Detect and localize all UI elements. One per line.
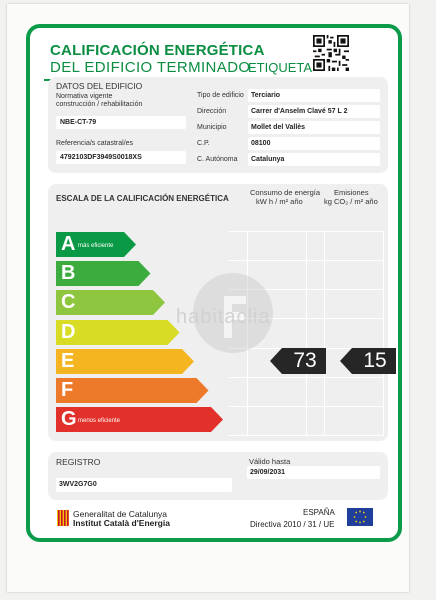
rating-letter: E [61, 349, 75, 372]
org-line-2: Institut Català d'Energia [73, 518, 170, 528]
field-value-tipo: Terciario [251, 92, 281, 99]
catalonia-flag-icon [57, 510, 69, 526]
registro-value: 3WV2G7G0 [59, 481, 97, 488]
valido-label: Válido hasta [249, 457, 291, 466]
field-label-direccion: Dirección [197, 108, 227, 115]
rating-bar-f [56, 378, 209, 403]
emisiones-header-2: kg CO₂ / m² año [324, 197, 378, 206]
field-label-tipo: Tipo de edificio [197, 92, 244, 99]
referencia-value: 4792103DF3949S0018XS [60, 154, 142, 161]
rating-bar-g [56, 407, 223, 432]
registro-label: REGISTRO [56, 457, 101, 467]
energy-label [26, 24, 402, 542]
rating-letter: B [61, 262, 76, 285]
directive-label: Directiva 2010 / 31 / UE [250, 520, 335, 529]
rating-bar-a [56, 232, 136, 257]
field-value-municipio: Mollet del Vallès [251, 124, 306, 131]
field-box-municipio [248, 121, 380, 134]
watermark [176, 268, 278, 363]
emisiones-value: 15 [363, 348, 387, 372]
referencia-label: Referencia/s catastral/es [56, 140, 134, 147]
rating-sub-label: menos eficiente [78, 418, 121, 425]
rating-bar-b [56, 261, 151, 286]
normativa-label-1: Normativa vigente [56, 93, 113, 100]
document-sheet [7, 4, 409, 592]
qr-code-icon [313, 35, 349, 71]
etiqueta-label: ETIQUETA [248, 60, 313, 75]
emisiones-indicator [340, 348, 396, 374]
rating-letter: D [61, 320, 76, 343]
emisiones-header-1: Emisiones [334, 188, 369, 197]
field-value-cp: 08100 [251, 140, 271, 147]
registry-panel [48, 452, 388, 500]
normativa-label-2: construcción / rehabilitación [56, 101, 143, 108]
rating-letter: G [61, 408, 77, 431]
valido-value-box [247, 466, 380, 479]
field-box-tipo [248, 89, 380, 102]
org-line-1: Generalitat de Catalunya [73, 509, 168, 519]
rating-sub-label: más eficiente [78, 243, 114, 249]
watermark-text: habitaclia [176, 306, 271, 328]
consumo-indicator [270, 348, 326, 374]
country-label: ESPAÑA [303, 508, 335, 517]
consumo-value: 73 [293, 348, 317, 372]
title-line-2: DEL EDIFICIO TERMINADO [50, 59, 251, 76]
field-label-cp: C.P. [197, 140, 210, 147]
normativa-value-box [56, 116, 186, 129]
consumo-header-1: Consumo de energía [250, 188, 321, 197]
field-box-cp [248, 137, 380, 150]
rating-letter: F [61, 379, 74, 401]
registro-value-box [56, 478, 232, 492]
consumo-header-2: kW h / m² año [256, 197, 303, 206]
field-value-autonoma: Catalunya [251, 156, 285, 163]
building-data-title: DATOS DEL EDIFICIO [56, 81, 143, 91]
normativa-value: NBE-CT-79 [60, 119, 97, 126]
rating-bar-c [56, 290, 165, 315]
field-label-autonoma: C. Autónoma [197, 156, 238, 163]
rating-letter: A [61, 233, 76, 255]
field-box-autonoma [248, 153, 380, 166]
valido-value: 29/09/2031 [250, 469, 286, 476]
field-label-municipio: Municipio [197, 124, 227, 131]
field-value-direccion: Carrer d'Anselm Clavé 57 L 2 [251, 108, 348, 115]
rating-scale-title: ESCALA DE LA CALIFICACIÓN ENERGÉTICA [56, 194, 229, 203]
rating-bar-e [56, 349, 194, 374]
rating-bar-d [56, 320, 180, 345]
referencia-value-box [56, 151, 186, 164]
title-line-1: CALIFICACIÓN ENERGÉTICA [50, 42, 265, 59]
eu-flag-icon [347, 508, 373, 526]
field-box-direccion [248, 105, 380, 118]
building-data-panel [48, 77, 388, 173]
rating-letter: C [61, 291, 76, 314]
